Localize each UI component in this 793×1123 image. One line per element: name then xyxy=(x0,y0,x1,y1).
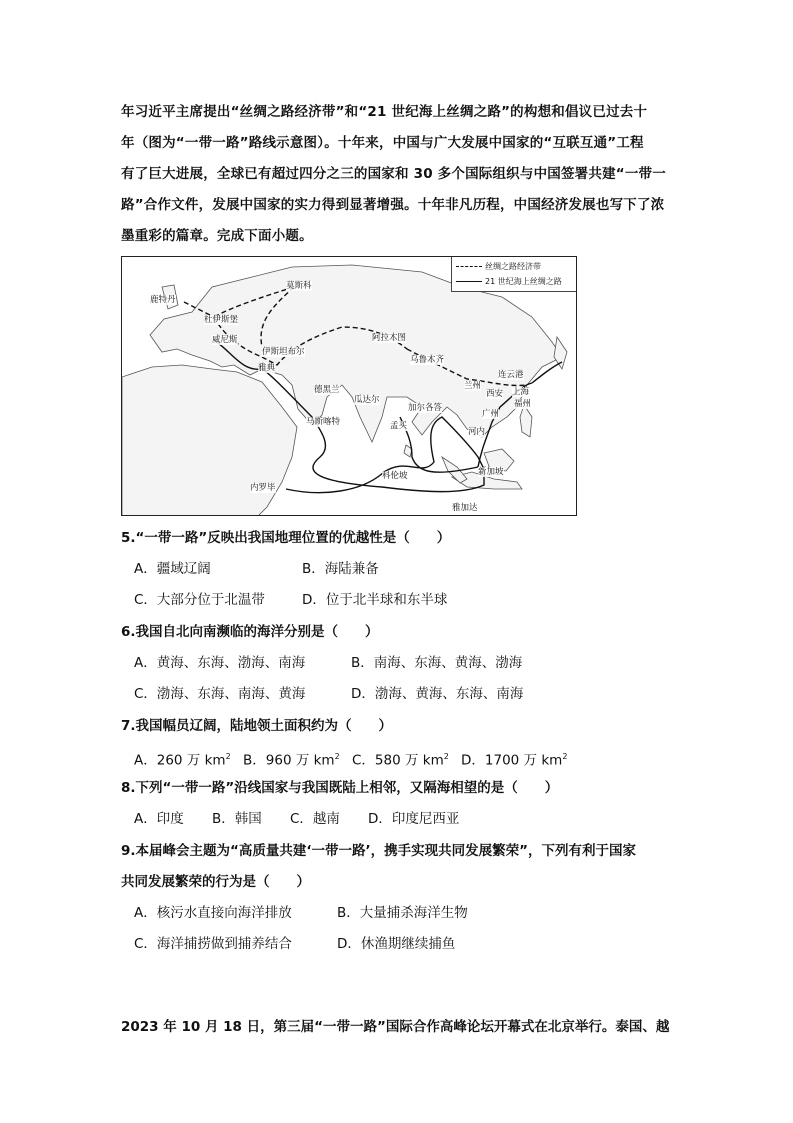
question-5-stem: 5.“一带一路”反映出我国地理位置的优越性是（ ） xyxy=(121,530,451,546)
unit-superscript: 2 xyxy=(562,752,568,761)
intro-line: 墨重彩的篇章。完成下面小题。 xyxy=(121,228,313,244)
legend-sea-label: 21 世纪海上丝绸之路 xyxy=(485,277,562,286)
city-fuzhou: 福州 xyxy=(514,399,532,409)
city-muscat: 马斯喀特 xyxy=(306,417,341,427)
q9-option-a[interactable]: A．核污水直接向海洋排放 xyxy=(134,905,292,921)
q5-option-b[interactable]: B．海陆兼备 xyxy=(302,561,379,577)
city-kolkata: 加尔各答 xyxy=(408,403,443,413)
japan-islands xyxy=(554,337,567,369)
q7-option-b[interactable] xyxy=(243,747,340,771)
question-8-stem: 8.下列“一带一路”沿线国家与我国既陆上相邻，又隔海相望的是（ ） xyxy=(121,780,559,796)
city-athens: 雅典 xyxy=(258,363,276,373)
city-lianyungang: 连云港 xyxy=(498,370,524,380)
q8-option-d[interactable]: D．印度尼西亚 xyxy=(368,811,460,827)
solid-line-icon xyxy=(456,281,482,282)
q7-option-a[interactable] xyxy=(134,747,231,771)
q7-option-d-label: D．1700 万 km xyxy=(461,752,563,769)
city-lanzhou: 兰州 xyxy=(464,381,482,391)
q7-option-d[interactable] xyxy=(461,747,567,771)
q6-option-d[interactable]: D．渤海、黄海、东海、南海 xyxy=(351,686,524,702)
q5-option-a[interactable]: A．疆域辽阔 xyxy=(134,561,211,577)
map-drawing xyxy=(122,257,577,516)
city-shanghai: 上海 xyxy=(512,387,530,397)
question-9-stem-line-1: 9.本届峰会主题为“高质量共建‘一带一路’，携手实现共同发展繁荣”，下列有利于国家 xyxy=(121,843,637,859)
q8-option-c[interactable]: C．越南 xyxy=(290,811,340,827)
q9-option-c[interactable]: C．海洋捕捞做到捕养结合 xyxy=(134,936,292,952)
q9-option-b[interactable]: B．大量捕杀海洋生物 xyxy=(337,905,468,921)
question-9-stem-line-2: 共同发展繁荣的行为是（ ） xyxy=(121,874,310,890)
city-duisburg: 杜伊斯堡 xyxy=(204,315,239,325)
city-xian: 西安 xyxy=(486,389,504,399)
city-moscow: 莫斯科 xyxy=(286,281,312,291)
unit-superscript: 2 xyxy=(443,752,449,761)
city-mumbai: 孟买 xyxy=(390,421,408,431)
city-colombo: 科伦坡 xyxy=(382,471,408,481)
q6-option-a[interactable]: A．黄海、东海、渤海、南海 xyxy=(134,655,306,671)
intro-line: 有了巨大进展，全球已有超过四分之三的国家和 30 多个国际组织与中国签署共建“一带一 xyxy=(121,166,666,182)
philippines-islands xyxy=(520,405,532,437)
city-almaty: 阿拉木图 xyxy=(372,333,407,343)
dashed-line-icon xyxy=(456,266,482,267)
intro-paragraph xyxy=(121,97,673,252)
q9-option-d[interactable]: D．休渔期继续捕鱼 xyxy=(337,936,456,952)
q7-option-b-label: B．960 万 km xyxy=(243,752,335,769)
question-6-stem: 6.我国自北向南濒临的海洋分别是（ ） xyxy=(121,624,379,640)
q6-option-c[interactable]: C．渤海、东海、南海、黄海 xyxy=(134,686,306,702)
next-passage-text: 2023 年 10 月 18 日，第三届“一带一路”国际合作高峰论坛开幕式在北京举行。泰国、越 xyxy=(121,1019,670,1035)
city-tehran: 德黑兰 xyxy=(314,385,340,395)
q8-option-b[interactable]: B．韩国 xyxy=(212,811,262,827)
legend-land-route xyxy=(456,260,541,274)
city-singapore: 新加坡 xyxy=(478,467,504,477)
legend-land-label: 丝绸之路经济带 xyxy=(485,262,541,271)
q7-option-c-label: C．580 万 km xyxy=(352,752,444,769)
city-istanbul: 伊斯坦布尔 xyxy=(262,347,305,357)
city-hanoi: 河内 xyxy=(468,427,486,437)
city-gwadar: 瓜达尔 xyxy=(354,395,380,405)
q5-option-c[interactable]: C．大部分位于北温带 xyxy=(134,592,265,608)
intro-line: 路”合作文件，发展中国家的实力得到显著增强。十年非凡历程，中国经济发展也写下了浓 xyxy=(121,197,665,213)
q5-option-d[interactable]: D．位于北半球和东半球 xyxy=(302,592,448,608)
q7-option-c[interactable] xyxy=(352,747,449,771)
q6-option-b[interactable]: B．南海、东海、黄海、渤海 xyxy=(351,655,523,671)
city-urumqi: 乌鲁木齐 xyxy=(410,355,445,365)
intro-line: 年习近平主席提出“丝绸之路经济带”和“21 世纪海上丝绸之路”的构想和倡议已过去十 xyxy=(121,104,648,120)
city-jakarta: 雅加达 xyxy=(452,503,478,513)
intro-line: 年（图为“一带一路”路线示意图）。十年来，中国与广大发展中国家的“互联互通”工程 xyxy=(121,135,644,151)
q8-option-a[interactable]: A．印度 xyxy=(134,811,184,827)
city-nairobi: 内罗毕 xyxy=(250,483,276,493)
map-legend xyxy=(451,257,576,292)
city-rotterdam: 鹿特丹 xyxy=(150,295,176,305)
city-guangzhou: 广州 xyxy=(482,409,500,419)
question-7-stem: 7.我国幅员辽阔，陆地领土面积约为（ ） xyxy=(121,718,393,734)
africa-landmass xyxy=(122,365,297,516)
city-venice: 威尼斯 xyxy=(212,335,238,345)
belt-and-road-map xyxy=(121,256,577,516)
unit-superscript: 2 xyxy=(225,752,231,761)
q7-option-a-label: A．260 万 km xyxy=(134,752,226,769)
legend-sea-route xyxy=(456,275,562,289)
unit-superscript: 2 xyxy=(334,752,340,761)
